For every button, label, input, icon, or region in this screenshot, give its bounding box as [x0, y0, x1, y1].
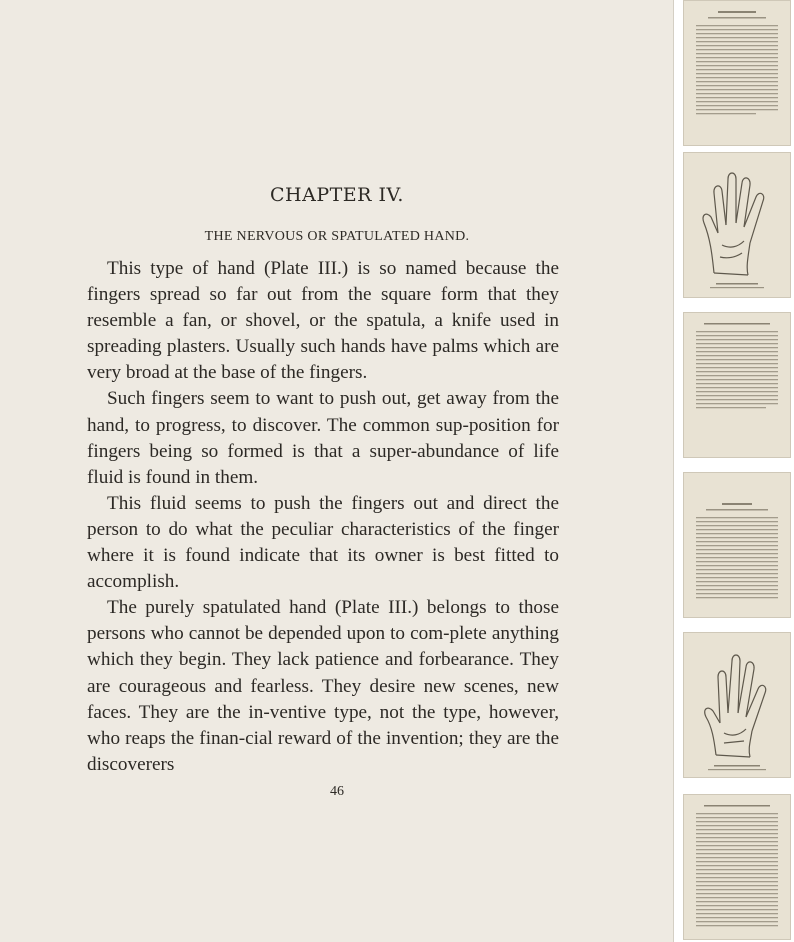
page-body-text [87, 256, 559, 778]
page-number: 46 [330, 784, 344, 799]
text-page-preview-icon [684, 795, 790, 941]
page-thumbnail-4[interactable] [683, 472, 791, 618]
page-thumbnail-6[interactable] [683, 794, 791, 940]
paragraph-1: This type of hand (Plate III.) is so named because the fingers spread so far out from the square form that they resemble a fan, or shovel, or the spatula, a knife used in spreading plasters. Usually such hands have palms which are very broad at the base of the fingers. [87, 258, 559, 384]
paragraph-4: The purely spatulated hand (Plate III.) belongs to those persons who cannot be depended upon to com-plete anything which they begin. They lack patience and forbearance. They are courageous and fearless. They desire new scenes, new faces. They are the in-ventive type, not the type, however, who reaps the finan-cial reward of the invention; they are the discoverers [87, 597, 559, 775]
page-thumbnail-3[interactable] [683, 312, 791, 458]
text-page-preview-icon [684, 313, 790, 457]
page-thumbnail-strip[interactable] [674, 0, 794, 942]
hand-plate-icon [684, 633, 790, 779]
chapter-title: CHAPTER IV. [270, 184, 404, 206]
text-page-preview-icon [684, 1, 790, 145]
text-page-preview-icon [684, 473, 790, 619]
hand-plate-icon [684, 153, 790, 299]
page-thumbnail-5[interactable] [683, 632, 791, 778]
paragraph-2: Such fingers seem to want to push out, get away from the hand, to progress, to discover. The common sup-position for fingers being so formed is that a super-abundance of life fluid is found in them. [87, 388, 559, 488]
page-thumbnail-1[interactable] [683, 0, 791, 146]
paragraph-3: This fluid seems to push the fingers out and direct the person to do what the peculiar characteristics of the finger where it is found indicate that its owner is best fitted to accomplish. [87, 492, 559, 593]
chapter-subtitle: THE NERVOUS OR SPATULATED HAND. [204, 229, 470, 244]
page-thumbnail-2[interactable] [683, 152, 791, 298]
